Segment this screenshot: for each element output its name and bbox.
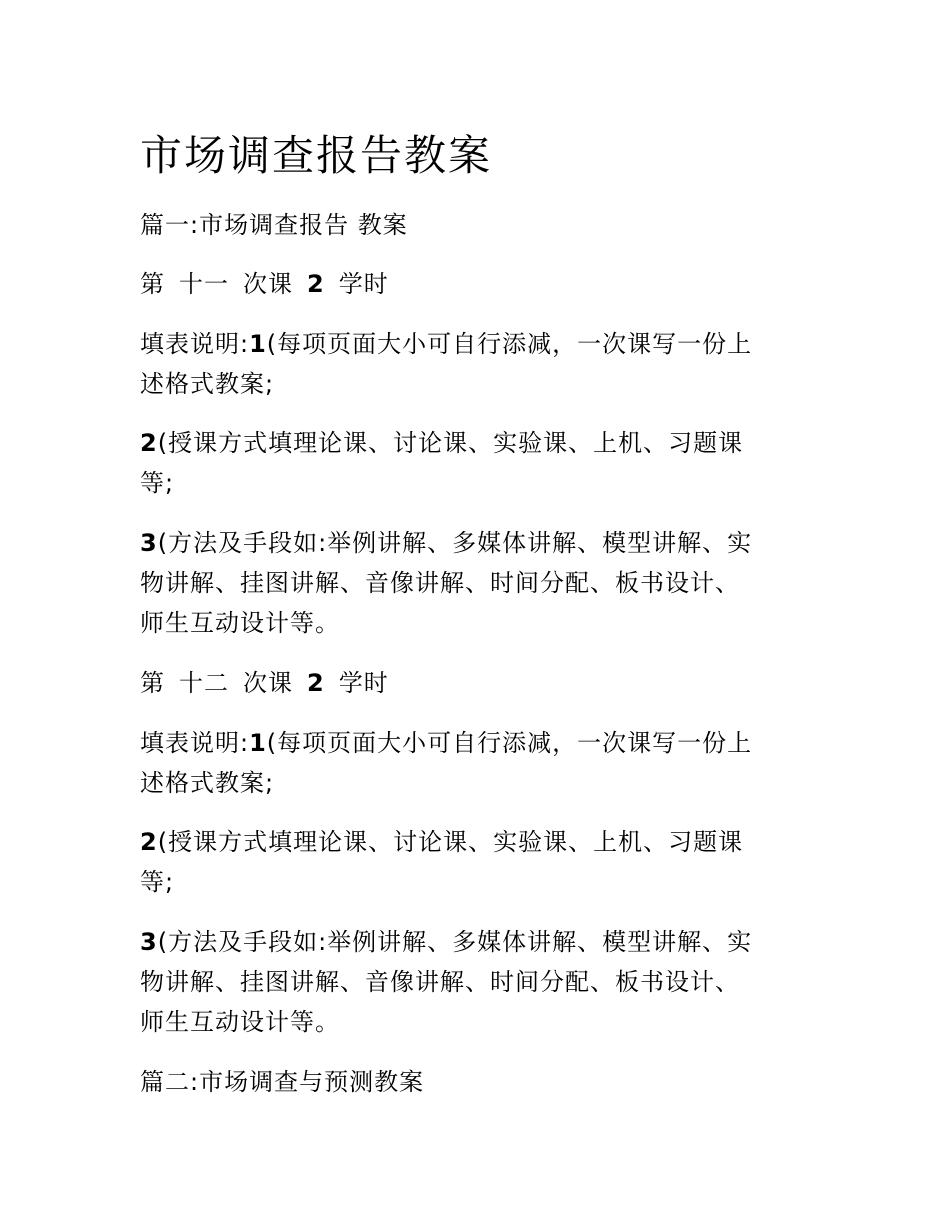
note-2-number: 2 [140, 429, 158, 457]
note-3-number: 3 [140, 928, 158, 956]
note-1-number: 1 [249, 729, 267, 757]
note-2-line-1: (授课方式填理论课、讨论课、实验课、上机、习题课 [157, 828, 744, 856]
document-title: 市场调查报告教案 [140, 131, 493, 180]
section-heading-2-text: 篇二:市场调查与预测教案 [140, 1068, 425, 1096]
note-2-line-2: 等; [140, 469, 175, 497]
section-heading-1-text: 篇一:市场调查报告 教案 [140, 211, 408, 239]
section-heading-2 [140, 1062, 820, 1102]
note-3-line-2: 物讲解、挂图讲解、音像讲解、时间分配、板书设计、 [140, 569, 740, 597]
note-1-number: 1 [249, 330, 267, 358]
note-3-block-b [140, 922, 820, 1042]
note-1-line-2: 述格式教案; [140, 370, 275, 398]
note-3-line-2: 物讲解、挂图讲解、音像讲解、时间分配、板书设计、 [140, 968, 740, 996]
note-3-line-1: (方法及手段如:举例讲解、多媒体讲解、模型讲解、实 [157, 928, 753, 956]
session-12-hours-unit: 学时 [338, 669, 389, 697]
note-2-number: 2 [140, 828, 158, 856]
session-11-ordinal: 十一 [179, 270, 229, 298]
note-3-block-a [140, 523, 820, 643]
session-12-ordinal: 十二 [179, 669, 229, 697]
note-3-line-1: (方法及手段如:举例讲解、多媒体讲解、模型讲解、实 [157, 529, 753, 557]
session-12-hours: 2 [307, 669, 325, 697]
note-1-line-2: 述格式教案; [140, 769, 275, 797]
session-12-unit: 次课 [243, 669, 293, 697]
note-1-line-1: (每项页面大小可自行添减，一次课写一份上 [266, 330, 753, 358]
session-11-hours-unit: 学时 [338, 270, 389, 298]
note-1-line-1: (每项页面大小可自行添减，一次课写一份上 [266, 729, 753, 757]
note-2-line-2: 等; [140, 868, 175, 896]
note-2-line-1: (授课方式填理论课、讨论课、实验课、上机、习题课 [157, 429, 744, 457]
note-2-block-a [140, 423, 820, 503]
note-1-block-a [140, 324, 820, 404]
session-line-12 [140, 663, 820, 703]
note-2-block-b [140, 822, 820, 902]
session-11-unit: 次课 [243, 270, 293, 298]
note-1-label: 填表说明: [140, 330, 250, 358]
note-1-label: 填表说明: [140, 729, 250, 757]
session-12-prefix: 第 [140, 669, 165, 697]
session-11-prefix: 第 [140, 270, 165, 298]
session-11-hours: 2 [307, 270, 325, 298]
note-3-line-3: 师生互动设计等。 [140, 1008, 340, 1036]
note-3-line-3: 师生互动设计等。 [140, 609, 340, 637]
note-3-number: 3 [140, 529, 158, 557]
note-1-block-b [140, 723, 820, 803]
section-heading-1 [140, 205, 820, 245]
session-line-11 [140, 264, 820, 304]
